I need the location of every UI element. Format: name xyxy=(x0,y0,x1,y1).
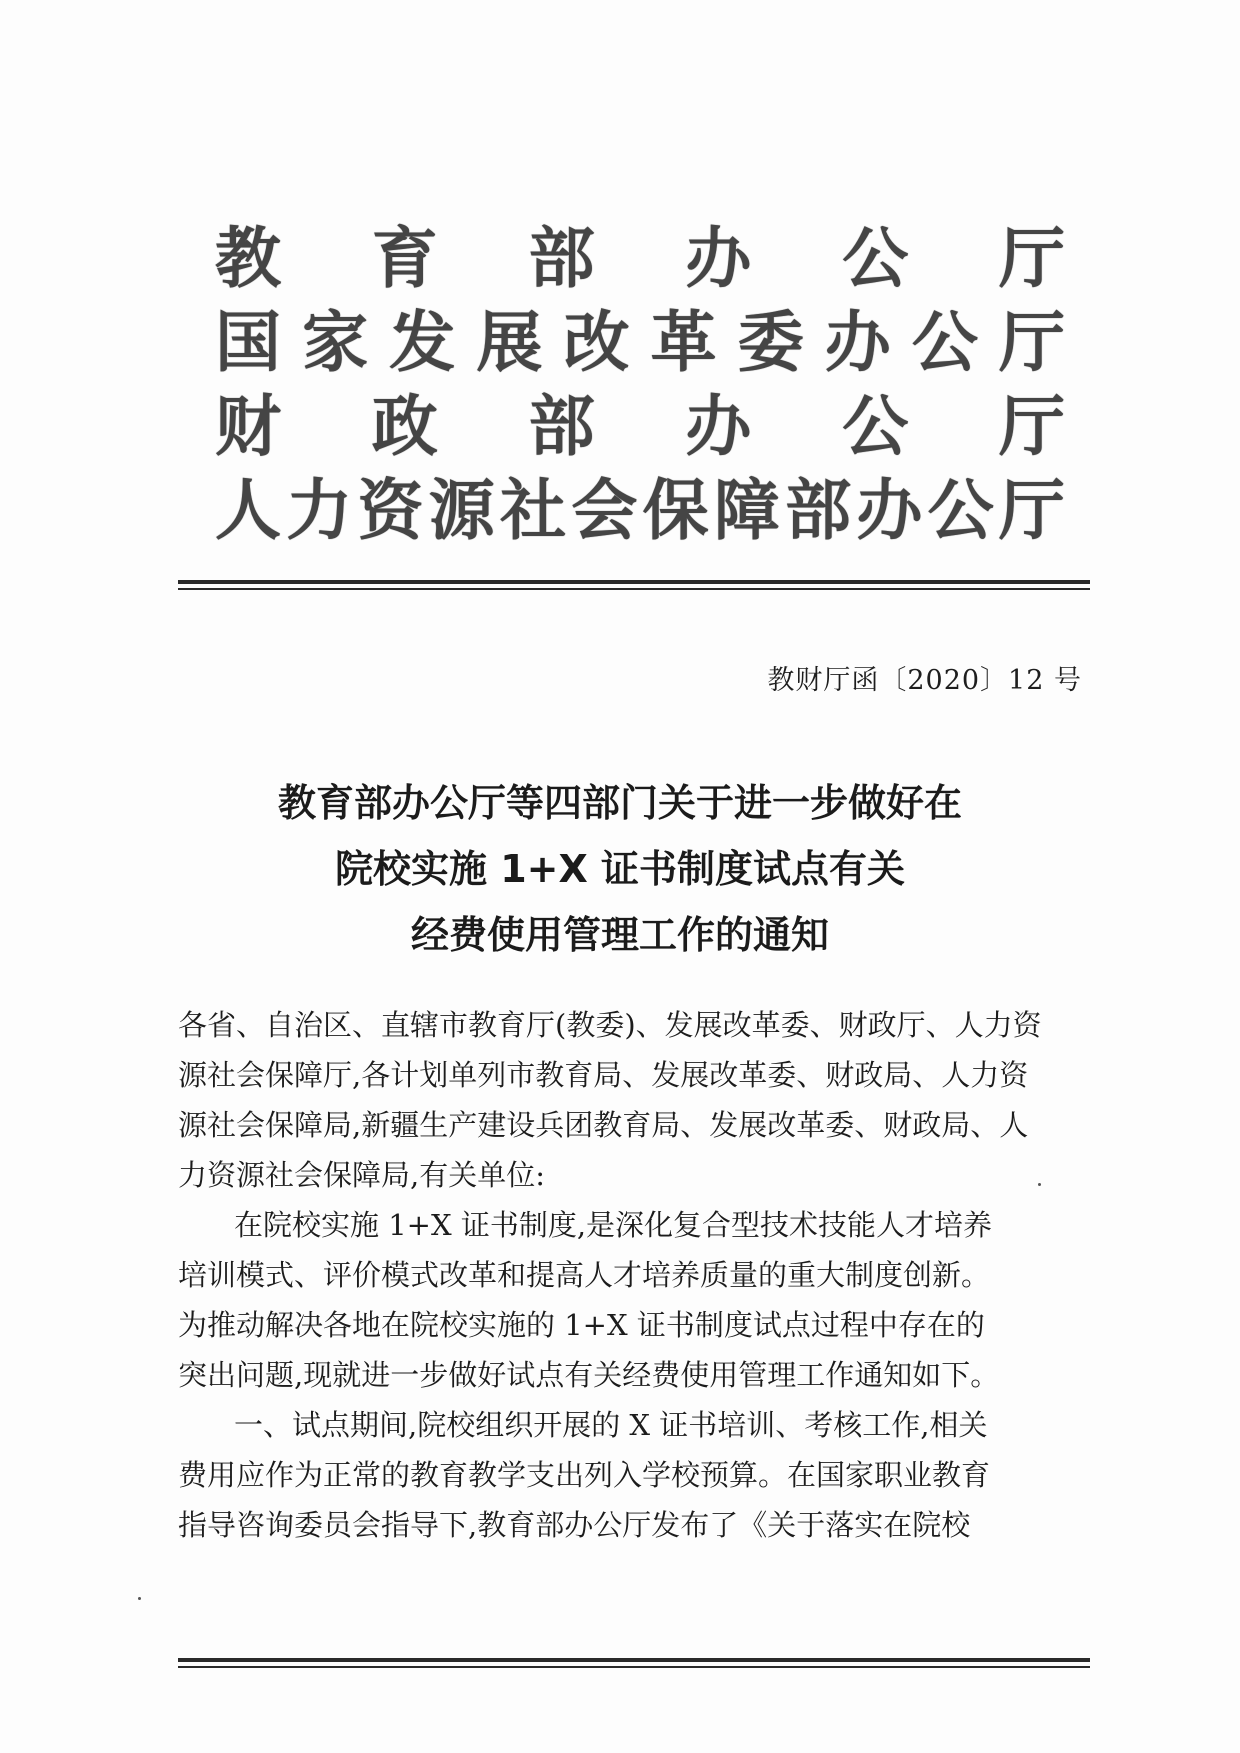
issuer-char: 部 xyxy=(528,387,595,465)
issuer-char: 源 xyxy=(428,471,495,549)
issuer-char: 人 xyxy=(215,471,281,549)
issuer-char: 委 xyxy=(737,303,804,381)
body-line: 各省、自治区、直辖市教育厅(教委)、发展改革委、财政厅、人力资 xyxy=(178,1008,1042,1042)
issuer-char: 教 xyxy=(215,219,281,297)
issuer-char: 公 xyxy=(911,303,978,381)
body-line: 在院校实施 1+X 证书制度,是深化复合型技术技能人才培养 xyxy=(234,1208,993,1242)
issuer-char: 公 xyxy=(842,219,909,297)
scan-speck xyxy=(1038,1183,1041,1186)
issuer-char: 部 xyxy=(528,219,595,297)
issuer-char: 厅 xyxy=(998,303,1065,381)
issuer-char: 社 xyxy=(500,471,567,549)
issuer-char: 厅 xyxy=(998,387,1065,465)
body-line: 源社会保障局,新疆生产建设兵团教育局、发展改革委、财政局、人 xyxy=(178,1108,1029,1142)
scan-speck xyxy=(138,1597,141,1600)
issuer-char: 障 xyxy=(713,471,780,549)
body-line: 突出问题,现就进一步做好试点有关经费使用管理工作通知如下。 xyxy=(178,1358,1000,1392)
body-line: 为推动解决各地在院校实施的 1+X 证书制度试点过程中存在的 xyxy=(178,1308,985,1342)
issuer-char: 办 xyxy=(685,219,752,297)
document-body xyxy=(178,1000,1084,1550)
body-line: 一、试点期间,院校组织开展的 X 证书培训、考核工作,相关 xyxy=(234,1408,988,1442)
issuer-char: 国 xyxy=(215,303,281,381)
document-number: 教财厅函〔2020〕12 号 xyxy=(767,665,1082,696)
issuer-char: 发 xyxy=(389,303,456,381)
issuer-char: 力 xyxy=(286,471,353,549)
issuer-char: 办 xyxy=(856,471,923,549)
issuer-char: 资 xyxy=(357,471,424,549)
issuer-char: 保 xyxy=(642,471,709,549)
issuer-char: 财 xyxy=(215,387,281,465)
issuer-char: 家 xyxy=(302,303,369,381)
issuer-char: 公 xyxy=(927,471,994,549)
footer-divider xyxy=(178,1658,1090,1668)
header-divider xyxy=(178,580,1090,590)
body-line: 指导咨询委员会指导下,教育部办公厅发布了《关于落实在院校 xyxy=(178,1508,971,1542)
document-title xyxy=(150,770,1090,968)
issuer-ndrc xyxy=(215,294,1065,381)
title-line: 经费使用管理工作的通知 xyxy=(410,913,829,957)
issuer-char: 改 xyxy=(563,303,630,381)
title-line: 教育部办公厅等四部门关于进一步做好在 xyxy=(277,781,962,825)
issuer-char: 办 xyxy=(685,387,752,465)
title-line: 院校实施 1+X 证书制度试点有关 xyxy=(334,847,906,891)
issuer-char: 厅 xyxy=(998,471,1065,549)
issuer-char: 育 xyxy=(371,219,438,297)
body-line: 费用应作为正常的教育教学支出列入学校预算。在国家职业教育 xyxy=(178,1458,991,1492)
issuer-mof xyxy=(215,378,1065,465)
body-line: 力资源社会保障局,有关单位: xyxy=(178,1158,545,1192)
issuer-char: 政 xyxy=(371,387,438,465)
issuer-moe xyxy=(215,210,1065,297)
body-line: 源社会保障厅,各计划单列市教育局、发展改革委、财政局、人力资 xyxy=(178,1058,1029,1092)
body-line: 培训模式、评价模式改革和提高人才培养质量的重大制度创新。 xyxy=(178,1258,991,1292)
issuer-char: 部 xyxy=(785,471,852,549)
issuing-authorities xyxy=(215,210,1065,549)
issuer-char: 公 xyxy=(842,387,909,465)
issuer-mohrss xyxy=(215,462,1065,549)
issuer-char: 展 xyxy=(476,303,543,381)
issuer-char: 厅 xyxy=(998,219,1065,297)
issuer-char: 会 xyxy=(571,471,638,549)
issuer-char: 革 xyxy=(650,303,717,381)
issuer-char: 办 xyxy=(824,303,891,381)
